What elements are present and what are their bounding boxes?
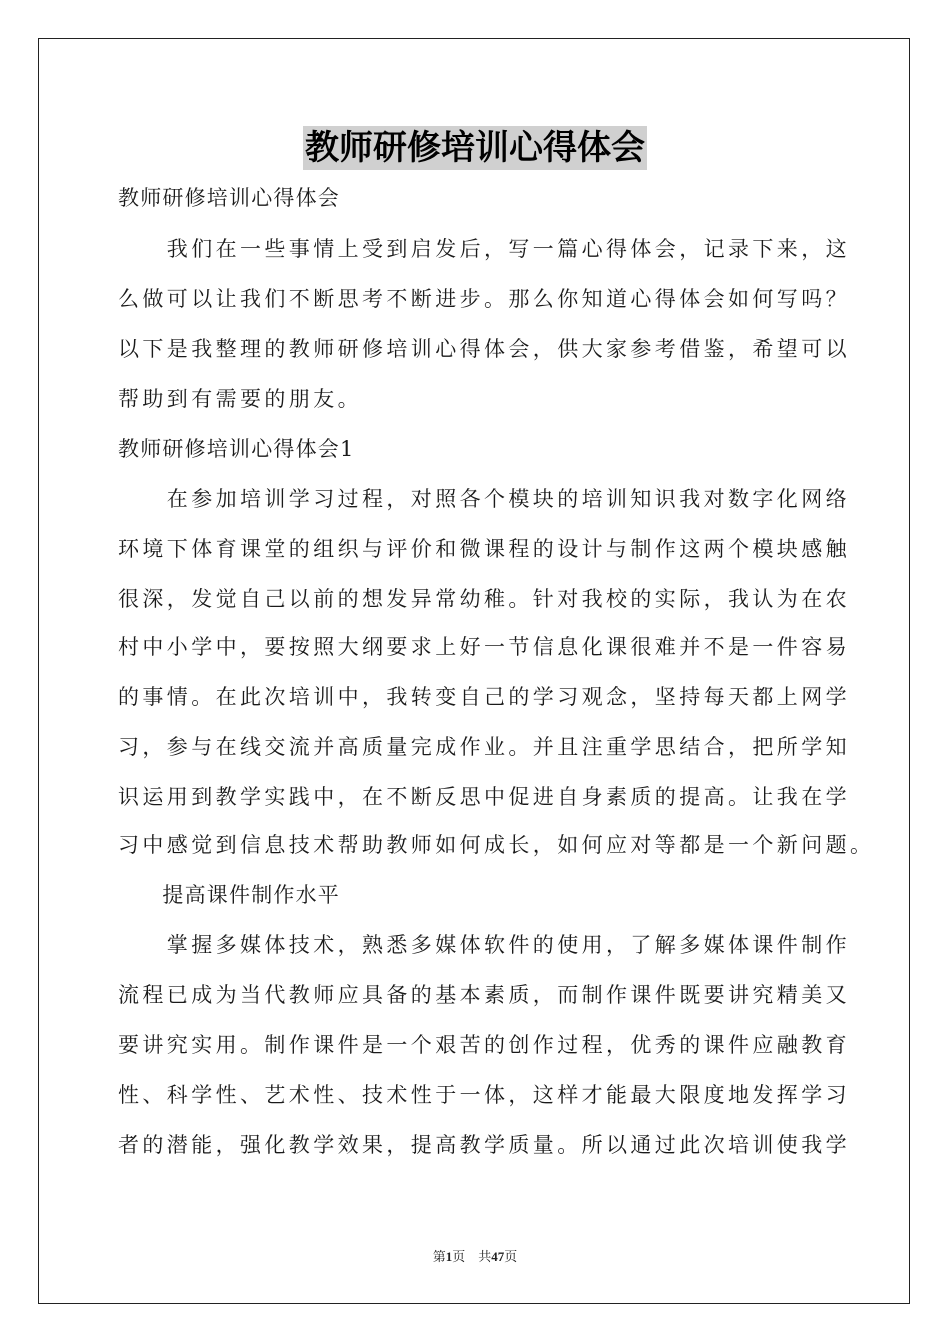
paragraph-line: 习中感觉到信息技术帮助教师如何成长，如何应对等都是一个新问题。 [118, 833, 875, 857]
paragraph-line: 的事情。在此次培训中，我转变自己的学习观念，坚持每天都上网学 [118, 685, 850, 709]
paragraph-line: 我们在一些事情上受到启发后，写一篇心得体会，记录下来，这 [118, 237, 850, 261]
paragraph-line: 性、科学性、艺术性、技术性于一体，这样才能最大限度地发挥学习 [118, 1083, 850, 1107]
paragraph-line: 环境下体育课堂的组织与评价和微课程的设计与制作这两个模块感触 [118, 537, 850, 561]
page-total: 47 [491, 1249, 505, 1264]
paragraph-line: 者的潜能，强化教学效果，提高教学质量。所以通过此次培训使我学 [118, 1133, 850, 1157]
paragraph-line: 流程已成为当代教师应具备的基本素质，而制作课件既要讲究精美又 [118, 983, 850, 1007]
paragraph-line: 在参加培训学习过程，对照各个模块的培训知识我对数字化网络 [118, 487, 850, 511]
paragraph-line: 习，参与在线交流并高质量完成作业。并且注重学思结合，把所学知 [118, 735, 850, 759]
paragraph-line: 么做可以让我们不断思考不断进步。那么你知道心得体会如何写吗？ [118, 287, 850, 311]
page-footer [0, 1248, 950, 1266]
paragraph-line: 村中小学中，要按照大纲要求上好一节信息化课很难并不是一件容易 [118, 635, 850, 659]
paragraph-line: 识运用到教学实践中，在不断反思中促进自身素质的提高。让我在学 [118, 785, 850, 809]
section-heading: 教师研修培训心得体会1 [118, 437, 355, 461]
page-border [38, 38, 910, 1304]
page-mid: 页 共 [452, 1249, 492, 1264]
page-prefix: 第 [432, 1249, 446, 1264]
section-heading: 教师研修培训心得体会 [118, 186, 340, 210]
paragraph-line: 以下是我整理的教师研修培训心得体会，供大家参考借鉴，希望可以 [118, 337, 850, 361]
paragraph-line: 很深，发觉自己以前的想发异常幼稚。针对我校的实际，我认为在农 [118, 587, 850, 611]
document-title: 教师研修培训心得体会 [305, 128, 645, 168]
title-container [0, 126, 950, 170]
page-current: 1 [445, 1249, 453, 1264]
paragraph-line: 掌握多媒体技术，熟悉多媒体软件的使用，了解多媒体课件制作 [118, 933, 850, 957]
paragraph-line: 帮助到有需要的朋友。 [118, 387, 362, 411]
sub-heading: 提高课件制作水平 [118, 883, 340, 907]
page-suffix: 页 [504, 1249, 518, 1264]
paragraph-line: 要讲究实用。制作课件是一个艰苦的创作过程，优秀的课件应融教育 [118, 1033, 850, 1057]
